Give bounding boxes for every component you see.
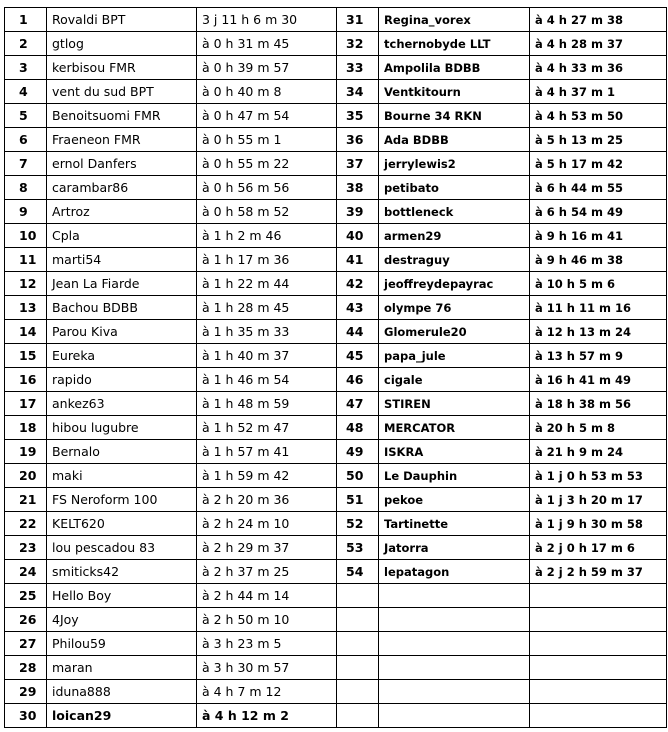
player-name-cell: rapido xyxy=(47,368,197,392)
table-row xyxy=(5,512,667,536)
table-row xyxy=(5,176,667,200)
time-gap-cell: à 0 h 56 m 56 xyxy=(197,176,337,200)
table-row xyxy=(5,128,667,152)
time-gap-cell: à 0 h 40 m 8 xyxy=(197,80,337,104)
time-gap-cell: à 1 h 22 m 44 xyxy=(197,272,337,296)
time-gap-cell: à 2 h 37 m 25 xyxy=(197,560,337,584)
player-name-cell: Ada BDBB xyxy=(379,128,530,152)
player-name-cell: Artroz xyxy=(47,200,197,224)
rank-cell: 4 xyxy=(5,80,47,104)
player-name-cell: Bernalo xyxy=(47,440,197,464)
rank-cell: 9 xyxy=(5,200,47,224)
rank-cell: 29 xyxy=(5,680,47,704)
rank-cell: 42 xyxy=(337,272,379,296)
time-gap-cell: à 1 h 46 m 54 xyxy=(197,368,337,392)
player-name-cell: hibou lugubre xyxy=(47,416,197,440)
time-gap-cell xyxy=(530,680,667,704)
rank-cell xyxy=(337,656,379,680)
rank-cell: 46 xyxy=(337,368,379,392)
player-name-cell: vent du sud BPT xyxy=(47,80,197,104)
time-gap-cell: à 18 h 38 m 56 xyxy=(530,392,667,416)
player-name-cell: carambar86 xyxy=(47,176,197,200)
rank-cell: 36 xyxy=(337,128,379,152)
table-row xyxy=(5,320,667,344)
player-name-cell: Benoitsuomi FMR xyxy=(47,104,197,128)
player-name-cell: cigale xyxy=(379,368,530,392)
time-gap-cell xyxy=(530,656,667,680)
time-gap-cell: à 20 h 5 m 8 xyxy=(530,416,667,440)
table-row xyxy=(5,32,667,56)
player-name-cell: olympe 76 xyxy=(379,296,530,320)
time-gap-cell: à 9 h 16 m 41 xyxy=(530,224,667,248)
table-row xyxy=(5,488,667,512)
player-name-cell xyxy=(379,680,530,704)
player-name-cell: Ampolila BDBB xyxy=(379,56,530,80)
time-gap-cell: à 1 h 28 m 45 xyxy=(197,296,337,320)
table-row xyxy=(5,152,667,176)
player-name-cell: jerrylewis2 xyxy=(379,152,530,176)
rank-cell: 13 xyxy=(5,296,47,320)
rank-cell: 37 xyxy=(337,152,379,176)
player-name-cell: Regina_vorex xyxy=(379,8,530,32)
rank-cell: 45 xyxy=(337,344,379,368)
rank-cell: 6 xyxy=(5,128,47,152)
ranking-table xyxy=(4,7,667,728)
player-name-cell: KELT620 xyxy=(47,512,197,536)
time-gap-cell: à 1 h 2 m 46 xyxy=(197,224,337,248)
player-name-cell: Parou Kiva xyxy=(47,320,197,344)
time-gap-cell: à 4 h 7 m 12 xyxy=(197,680,337,704)
time-gap-cell: 3 j 11 h 6 m 30 xyxy=(197,8,337,32)
time-gap-cell: à 10 h 5 m 6 xyxy=(530,272,667,296)
player-name-cell: marti54 xyxy=(47,248,197,272)
rank-cell: 10 xyxy=(5,224,47,248)
player-name-cell: petibato xyxy=(379,176,530,200)
time-gap-cell: à 1 h 35 m 33 xyxy=(197,320,337,344)
time-gap-cell: à 1 j 9 h 30 m 58 xyxy=(530,512,667,536)
table-row xyxy=(5,80,667,104)
time-gap-cell: à 1 h 48 m 59 xyxy=(197,392,337,416)
time-gap-cell: à 6 h 54 m 49 xyxy=(530,200,667,224)
rank-cell: 18 xyxy=(5,416,47,440)
rank-cell: 14 xyxy=(5,320,47,344)
player-name-cell: Jean La Fiarde xyxy=(47,272,197,296)
player-name-cell: papa_jule xyxy=(379,344,530,368)
player-name-cell: pekoe xyxy=(379,488,530,512)
time-gap-cell: à 4 h 37 m 1 xyxy=(530,80,667,104)
player-name-cell: Hello Boy xyxy=(47,584,197,608)
time-gap-cell: à 4 h 28 m 37 xyxy=(530,32,667,56)
time-gap-cell: à 3 h 30 m 57 xyxy=(197,656,337,680)
rank-cell: 31 xyxy=(337,8,379,32)
rank-cell: 24 xyxy=(5,560,47,584)
time-gap-cell: à 0 h 55 m 22 xyxy=(197,152,337,176)
player-name-cell: Bachou BDBB xyxy=(47,296,197,320)
rank-cell: 52 xyxy=(337,512,379,536)
player-name-cell: bottleneck xyxy=(379,200,530,224)
player-name-cell xyxy=(379,632,530,656)
rank-cell: 38 xyxy=(337,176,379,200)
time-gap-cell: à 0 h 39 m 57 xyxy=(197,56,337,80)
player-name-cell: Cpla xyxy=(47,224,197,248)
rank-cell: 5 xyxy=(5,104,47,128)
player-name-cell xyxy=(379,704,530,728)
rank-cell: 25 xyxy=(5,584,47,608)
player-name-cell: Le Dauphin xyxy=(379,464,530,488)
rank-cell: 30 xyxy=(5,704,47,728)
ranking-rows xyxy=(5,8,667,728)
time-gap-cell: à 4 h 27 m 38 xyxy=(530,8,667,32)
player-name-cell: Eureka xyxy=(47,344,197,368)
rank-cell: 26 xyxy=(5,608,47,632)
player-name-cell: kerbisou FMR xyxy=(47,56,197,80)
rank-cell: 22 xyxy=(5,512,47,536)
table-row xyxy=(5,536,667,560)
player-name-cell: gtlog xyxy=(47,32,197,56)
time-gap-cell: à 4 h 53 m 50 xyxy=(530,104,667,128)
rank-cell: 48 xyxy=(337,416,379,440)
table-row xyxy=(5,104,667,128)
time-gap-cell: à 1 h 40 m 37 xyxy=(197,344,337,368)
rank-cell: 35 xyxy=(337,104,379,128)
player-name-cell: Ventkitourn xyxy=(379,80,530,104)
time-gap-cell xyxy=(530,704,667,728)
table-row xyxy=(5,368,667,392)
rank-cell: 12 xyxy=(5,272,47,296)
rank-cell: 11 xyxy=(5,248,47,272)
time-gap-cell: à 1 h 57 m 41 xyxy=(197,440,337,464)
player-name-cell: 4Joy xyxy=(47,608,197,632)
time-gap-cell: à 9 h 46 m 38 xyxy=(530,248,667,272)
player-name-cell: ankez63 xyxy=(47,392,197,416)
rank-cell: 43 xyxy=(337,296,379,320)
time-gap-cell: à 1 h 17 m 36 xyxy=(197,248,337,272)
time-gap-cell: à 5 h 17 m 42 xyxy=(530,152,667,176)
time-gap-cell: à 2 h 24 m 10 xyxy=(197,512,337,536)
rank-cell: 49 xyxy=(337,440,379,464)
player-name-cell: destraguy xyxy=(379,248,530,272)
table-row xyxy=(5,392,667,416)
table-row xyxy=(5,632,667,656)
table-row xyxy=(5,248,667,272)
rank-cell xyxy=(337,704,379,728)
table-row xyxy=(5,56,667,80)
time-gap-cell xyxy=(530,608,667,632)
rank-cell: 17 xyxy=(5,392,47,416)
rank-cell: 34 xyxy=(337,80,379,104)
player-name-cell: Glomerule20 xyxy=(379,320,530,344)
player-name-cell: FS Neroform 100 xyxy=(47,488,197,512)
table-row xyxy=(5,440,667,464)
player-name-cell xyxy=(379,584,530,608)
table-row xyxy=(5,8,667,32)
time-gap-cell: à 12 h 13 m 24 xyxy=(530,320,667,344)
table-row xyxy=(5,560,667,584)
rank-cell: 41 xyxy=(337,248,379,272)
time-gap-cell: à 6 h 44 m 55 xyxy=(530,176,667,200)
time-gap-cell: à 4 h 33 m 36 xyxy=(530,56,667,80)
player-name-cell: armen29 xyxy=(379,224,530,248)
time-gap-cell xyxy=(530,584,667,608)
player-name-cell: Bourne 34 RKN xyxy=(379,104,530,128)
time-gap-cell: à 0 h 31 m 45 xyxy=(197,32,337,56)
rank-cell: 27 xyxy=(5,632,47,656)
time-gap-cell: à 2 h 20 m 36 xyxy=(197,488,337,512)
rank-cell: 3 xyxy=(5,56,47,80)
player-name-cell: Philou59 xyxy=(47,632,197,656)
player-name-cell xyxy=(379,656,530,680)
time-gap-cell: à 2 j 2 h 59 m 37 xyxy=(530,560,667,584)
player-name-cell: ISKRA xyxy=(379,440,530,464)
time-gap-cell: à 2 j 0 h 17 m 6 xyxy=(530,536,667,560)
player-name-cell: maran xyxy=(47,656,197,680)
rank-cell: 2 xyxy=(5,32,47,56)
table-row xyxy=(5,224,667,248)
table-row xyxy=(5,416,667,440)
rank-cell xyxy=(337,680,379,704)
rank-cell: 20 xyxy=(5,464,47,488)
time-gap-cell: à 1 h 52 m 47 xyxy=(197,416,337,440)
player-name-cell: Rovaldi BPT xyxy=(47,8,197,32)
rank-cell: 51 xyxy=(337,488,379,512)
time-gap-cell: à 0 h 55 m 1 xyxy=(197,128,337,152)
rank-cell: 28 xyxy=(5,656,47,680)
time-gap-cell: à 2 h 50 m 10 xyxy=(197,608,337,632)
player-name-cell: lou pescadou 83 xyxy=(47,536,197,560)
rank-cell: 50 xyxy=(337,464,379,488)
rank-cell: 19 xyxy=(5,440,47,464)
table-row xyxy=(5,680,667,704)
rank-cell: 21 xyxy=(5,488,47,512)
rank-cell: 1 xyxy=(5,8,47,32)
rank-cell xyxy=(337,584,379,608)
time-gap-cell: à 0 h 58 m 52 xyxy=(197,200,337,224)
time-gap-cell: à 0 h 47 m 54 xyxy=(197,104,337,128)
rank-cell: 47 xyxy=(337,392,379,416)
table-row xyxy=(5,656,667,680)
table-row xyxy=(5,584,667,608)
player-name-cell xyxy=(379,608,530,632)
player-name-cell: Jatorra xyxy=(379,536,530,560)
player-name-cell: jeoffreydepayrac xyxy=(379,272,530,296)
rank-cell xyxy=(337,608,379,632)
table-row xyxy=(5,608,667,632)
time-gap-cell: à 21 h 9 m 24 xyxy=(530,440,667,464)
player-name-cell: STIREN xyxy=(379,392,530,416)
player-name-cell: ernol Danfers xyxy=(47,152,197,176)
rank-cell: 53 xyxy=(337,536,379,560)
player-name-cell: iduna888 xyxy=(47,680,197,704)
player-name-cell: loican29 xyxy=(47,704,197,728)
time-gap-cell: à 1 j 3 h 20 m 17 xyxy=(530,488,667,512)
table-row xyxy=(5,464,667,488)
table-row xyxy=(5,344,667,368)
player-name-cell: Tartinette xyxy=(379,512,530,536)
time-gap-cell: à 4 h 12 m 2 xyxy=(197,704,337,728)
rank-cell: 54 xyxy=(337,560,379,584)
table-row xyxy=(5,296,667,320)
time-gap-cell: à 16 h 41 m 49 xyxy=(530,368,667,392)
time-gap-cell: à 2 h 29 m 37 xyxy=(197,536,337,560)
time-gap-cell: à 1 h 59 m 42 xyxy=(197,464,337,488)
table-row xyxy=(5,272,667,296)
rank-cell: 33 xyxy=(337,56,379,80)
rank-cell: 23 xyxy=(5,536,47,560)
time-gap-cell: à 1 j 0 h 53 m 53 xyxy=(530,464,667,488)
player-name-cell: tchernobyde LLT xyxy=(379,32,530,56)
rank-cell: 8 xyxy=(5,176,47,200)
rank-cell: 44 xyxy=(337,320,379,344)
time-gap-cell: à 3 h 23 m 5 xyxy=(197,632,337,656)
time-gap-cell: à 5 h 13 m 25 xyxy=(530,128,667,152)
player-name-cell: lepatagon xyxy=(379,560,530,584)
player-name-cell: MERCATOR xyxy=(379,416,530,440)
time-gap-cell: à 2 h 44 m 14 xyxy=(197,584,337,608)
rank-cell xyxy=(337,632,379,656)
rank-cell: 7 xyxy=(5,152,47,176)
table-row xyxy=(5,200,667,224)
rank-cell: 32 xyxy=(337,32,379,56)
player-name-cell: Fraeneon FMR xyxy=(47,128,197,152)
table-row xyxy=(5,704,667,728)
rank-cell: 15 xyxy=(5,344,47,368)
player-name-cell: smiticks42 xyxy=(47,560,197,584)
rank-cell: 40 xyxy=(337,224,379,248)
time-gap-cell: à 11 h 11 m 16 xyxy=(530,296,667,320)
time-gap-cell: à 13 h 57 m 9 xyxy=(530,344,667,368)
time-gap-cell xyxy=(530,632,667,656)
rank-cell: 16 xyxy=(5,368,47,392)
rank-cell: 39 xyxy=(337,200,379,224)
player-name-cell: maki xyxy=(47,464,197,488)
